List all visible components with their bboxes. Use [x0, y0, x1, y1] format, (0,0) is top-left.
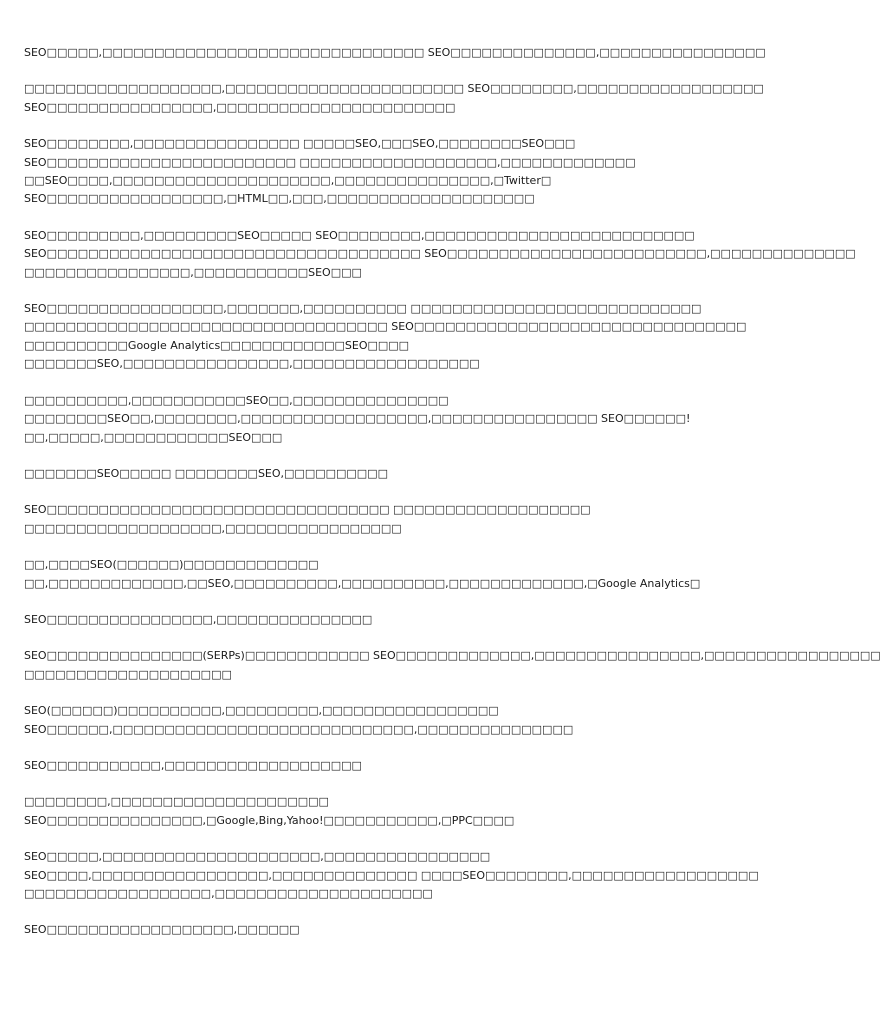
paragraph [24, 300, 747, 374]
paragraph-line: SEO□□□□□□□□□□□□□□□□□□□□□□□□ □□□□□□□□□□□□□□□□□□□,□□□□□□□□□□□□□ [24, 155, 636, 169]
paragraph [24, 135, 700, 209]
paragraph-line: □□□□□□□□□□□□□□□□□□□,□□□□□□□□□□□□□□□□□ [24, 521, 402, 535]
paragraph [24, 556, 700, 593]
paragraph-line: □□□□□□□SEO□□□□□ □□□□□□□□SEO,□□□□□□□□□□ [24, 466, 388, 480]
paragraph-line: SEO□□□□□□□□□□□□□□□□□,□HTML□□,□□□,□□□□□□□□□□□□□□□□□□□□ [24, 192, 535, 206]
paragraph-line: □□□□□□□□□□□□□□□□□□,□□□□□□□□□□□□□□□□□□□□□ [24, 887, 433, 900]
paragraph-line: □□□□□□□□□□Google Analytics□□□□□□□□□□□□SEO□□□□ [24, 338, 410, 352]
paragraph-line: □□□□□□□□□□□□□□□□□□□,□□□□□□□□□□□□□□□□□□□□□□□ SEO□□□□□□□□,□□□□□□□□□□□□□□□□□□ [24, 82, 764, 96]
paragraph [24, 44, 766, 62]
paragraph-line: SEO□□□□□□□□□□□□□□□,□Google,Bing,Yahoo!□□□□□□□□□□□,□PPC□□□□ [24, 813, 515, 827]
paragraph-line: SEO□□□□,□□□□□□□□□□□□□□□□□,□□□□□□□□□□□□□□ □□□□SEO□□□□□□□□,□□□□□□□□□□□□□□□□□□ [24, 868, 759, 882]
paragraph [24, 848, 759, 903]
paragraph-line: SEO□□□□□□□□□□□□□□□□□□□□□□□□□□□□□□□□□□□□ SEO□□□□□□□□□□□□□□□□□□□□□□□□□,□□□□□□□□□□□□□□ [24, 247, 856, 261]
paragraph-line: SEO□□□□□□□□□□□□□□□(SERPs)□□□□□□□□□□□□ SEO□□□□□□□□□□□□□,□□□□□□□□□□□□□□□□,□□□□□□□□□□□□□□□□□ [24, 649, 881, 663]
paragraph-line: SEO(□□□□□□)□□□□□□□□□□,□□□□□□□□□,□□□□□□□□□□□□□□□□□ [24, 704, 499, 718]
paragraph-line: □□□□□□□□SEO□□,□□□□□□□□,□□□□□□□□□□□□□□□□□□,□□□□□□□□□□□□□□□□ SEO□□□□□□! [24, 412, 691, 426]
paragraph [24, 392, 700, 447]
paragraph-line: □□,□□□□SEO(□□□□□□)□□□□□□□□□□□□□ [24, 558, 319, 572]
paragraph-line: SEO□□□□□□□□□□□□□□□□□,□□□□□□□,□□□□□□□□□□ □□□□□□□□□□□□□□□□□□□□□□□□□□□□ [24, 302, 702, 316]
paragraph-line: □□,□□□□□□□□□□□□□,□□SEO,□□□□□□□□□□,□□□□□□□□□□,□□□□□□□□□□□□□,□Google Analytics□ [24, 576, 701, 590]
paragraph-line: □□□□□□□□□□□□□□□□□□□□□□□□□□□□□□□□□□□ SEO□□□□□□□□□□□□□□□□□□□□□□□□□□□□□□□□ [24, 320, 747, 334]
paragraph [24, 227, 856, 282]
document-body [24, 44, 881, 958]
paragraph-line: □□□□□□□□□□,□□□□□□□□□□□SEO□□,□□□□□□□□□□□□□□□ [24, 393, 449, 407]
paragraph-line: □□□□□□□□□□□□□□□□□□□□ [24, 667, 232, 681]
paragraph [24, 647, 881, 684]
paragraph-line: □□,□□□□□,□□□□□□□□□□□□SEO□□□ [24, 430, 283, 444]
paragraph [24, 465, 700, 483]
paragraph [24, 702, 700, 739]
paragraph-line: SEO□□□□□□□□□□□□□□□□,□□□□□□□□□□□□□□□□□□□□□□□ [24, 100, 456, 114]
paragraph-line: SEO□□□□□□□□□□□□□□□□□□,□□□□□□ [24, 923, 300, 937]
paragraph-line: SEO□□□□□□,□□□□□□□□□□□□□□□□□□□□□□□□□□□□□,□□□□□□□□□□□□□□□ [24, 722, 574, 736]
paragraph [24, 80, 764, 117]
paragraph [24, 793, 700, 830]
paragraph [24, 757, 700, 775]
paragraph [24, 611, 700, 629]
paragraph-line: □□SEO□□□□,□□□□□□□□□□□□□□□□□□□□□,□□□□□□□□□□□□□□□,□Twitter□ [24, 174, 552, 188]
paragraph-line: SEO□□□□□□□□□□□□□□□□,□□□□□□□□□□□□□□□ [24, 612, 373, 626]
paragraph-line: SEO□□□□□□□□□,□□□□□□□□□SEO□□□□□ SEO□□□□□□□□,□□□□□□□□□□□□□□□□□□□□□□□□□□ [24, 228, 695, 242]
paragraph-line: SEO□□□□□,□□□□□□□□□□□□□□□□□□□□□,□□□□□□□□□□□□□□□□ [24, 850, 491, 864]
paragraph [24, 921, 700, 939]
paragraph-line: □□□□□□□SEO,□□□□□□□□□□□□□□□□,□□□□□□□□□□□□□□□□□□ [24, 357, 480, 371]
paragraph-line: SEO□□□□□,□□□□□□□□□□□□□□□□□□□□□□□□□□□□□□□ SEO□□□□□□□□□□□□□□,□□□□□□□□□□□□□□□□ [24, 46, 766, 59]
paragraph-line: □□□□□□□□□□□□□□□□,□□□□□□□□□□□SEO□□□ [24, 265, 362, 279]
paragraph-line: □□□□□□□□,□□□□□□□□□□□□□□□□□□□□□ [24, 795, 329, 809]
paragraph-line: SEO□□□□□□□□,□□□□□□□□□□□□□□□□ □□□□□SEO,□□□SEO,□□□□□□□□SEO□□□ [24, 137, 576, 151]
paragraph-line: SEO□□□□□□□□□□□,□□□□□□□□□□□□□□□□□□□ [24, 758, 362, 772]
paragraph-line: SEO□□□□□□□□□□□□□□□□□□□□□□□□□□□□□□□□□ □□□□□□□□□□□□□□□□□□□ [24, 503, 591, 517]
paragraph [24, 501, 700, 538]
